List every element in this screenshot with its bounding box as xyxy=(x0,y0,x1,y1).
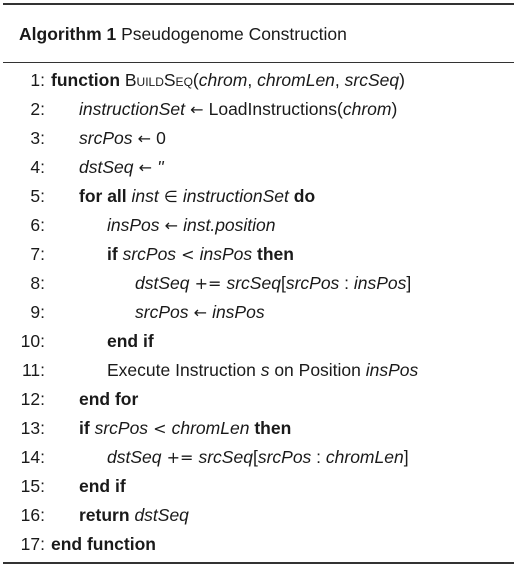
algorithm-line xyxy=(3,211,513,239)
code-token: chromLen xyxy=(257,70,335,90)
algorithm-line xyxy=(3,298,513,326)
code-token: ] xyxy=(406,273,412,293)
code-token: insPos xyxy=(353,273,407,293)
line-code xyxy=(107,327,154,355)
code-token: BuildSeq xyxy=(124,70,193,90)
code-token: then xyxy=(252,244,294,264)
code-token: chromLen xyxy=(171,418,250,438)
code-token: += xyxy=(161,448,199,467)
line-code xyxy=(79,153,164,182)
code-token: instructionSet xyxy=(182,186,289,206)
line-number: 12: xyxy=(20,389,45,409)
top-rule xyxy=(3,3,514,5)
code-token: ← xyxy=(188,303,213,322)
algorithm-line xyxy=(3,124,513,152)
line-number: 17: xyxy=(20,534,45,554)
line-code xyxy=(79,472,126,500)
code-token: insPos xyxy=(365,360,419,380)
code-token: dstSeq xyxy=(107,447,162,467)
algorithm-line xyxy=(3,443,513,471)
line-code xyxy=(79,182,315,211)
code-token: ) xyxy=(399,70,405,90)
code-token: ← xyxy=(159,216,184,235)
line-number: 13: xyxy=(20,418,45,438)
code-token: for all xyxy=(79,186,132,206)
code-token: , xyxy=(334,70,345,90)
line-number: 10: xyxy=(20,331,45,351)
code-token: chromLen xyxy=(325,447,404,467)
code-token: '' xyxy=(157,157,164,177)
code-token: dstSeq xyxy=(79,157,134,177)
code-token: LoadInstructions( xyxy=(208,99,343,119)
code-token: end for xyxy=(79,389,139,409)
code-token: insPos xyxy=(199,244,253,264)
code-token: < xyxy=(148,419,172,438)
code-token: [ xyxy=(252,447,258,467)
line-code xyxy=(79,385,138,413)
line-code xyxy=(79,124,166,153)
line-number: 5: xyxy=(30,186,45,206)
code-token: ← xyxy=(185,100,209,119)
code-token: function xyxy=(51,70,125,90)
code-token: , xyxy=(247,70,258,90)
caption-rule xyxy=(3,62,514,63)
code-token: ( xyxy=(192,70,199,90)
line-number: 7: xyxy=(30,244,45,264)
code-token: srcSeq xyxy=(226,273,281,293)
code-token: srcPos xyxy=(257,447,312,467)
code-token: dstSeq xyxy=(135,273,190,293)
code-token: srcPos xyxy=(94,418,149,438)
algorithm-line xyxy=(3,66,513,94)
code-token: ← xyxy=(133,158,158,177)
code-token: srcPos xyxy=(135,302,189,322)
line-code xyxy=(79,95,397,124)
line-number: 6: xyxy=(30,215,45,235)
line-code xyxy=(79,414,291,443)
code-token: < xyxy=(176,245,200,264)
code-token: then xyxy=(249,418,292,438)
algorithm-line xyxy=(3,240,513,268)
code-token: insPos xyxy=(107,215,160,235)
code-token: end if xyxy=(79,476,126,496)
algorithm-caption xyxy=(19,24,347,45)
code-token: instructionSet xyxy=(79,99,186,119)
algorithm-line xyxy=(3,472,513,500)
code-token: : xyxy=(339,273,354,293)
code-token: 0 xyxy=(156,128,166,148)
algorithm-line xyxy=(3,385,513,413)
algorithm-line xyxy=(3,414,513,442)
code-token: Execute Instruction xyxy=(107,360,261,380)
code-token: ← xyxy=(132,129,157,148)
code-token: inst xyxy=(131,186,159,206)
line-number: 8: xyxy=(30,273,45,293)
line-code xyxy=(51,530,156,558)
algorithm-line xyxy=(3,356,513,384)
code-token: srcPos xyxy=(79,128,133,148)
line-code xyxy=(79,501,189,529)
code-token: if xyxy=(79,418,95,438)
code-token: chrom xyxy=(198,70,248,90)
line-number: 14: xyxy=(20,447,45,467)
code-token: s xyxy=(260,360,270,380)
algorithm-line xyxy=(3,95,513,123)
code-token: ∈ xyxy=(158,187,183,206)
line-code xyxy=(107,211,276,240)
code-token: srcSeq xyxy=(344,70,400,90)
code-token: chrom xyxy=(342,99,392,119)
line-number: 9: xyxy=(30,302,45,322)
bottom-rule xyxy=(3,562,514,564)
line-code xyxy=(107,240,294,269)
code-token: ] xyxy=(403,447,409,467)
code-token: insPos xyxy=(212,302,265,322)
code-token: srcSeq xyxy=(198,447,253,467)
algorithm-title: Pseudogenome Construction xyxy=(121,24,347,44)
line-code xyxy=(107,356,418,384)
line-code xyxy=(135,298,265,327)
code-token: do xyxy=(288,186,316,206)
line-number: 16: xyxy=(20,505,45,525)
algorithm-box xyxy=(3,3,514,564)
code-token: if xyxy=(107,244,123,264)
algorithm-line xyxy=(3,501,513,529)
line-number: 11: xyxy=(21,360,45,380)
line-number: 1: xyxy=(30,70,45,90)
line-code xyxy=(51,66,405,94)
line-number: 3: xyxy=(30,128,45,148)
code-token: ) xyxy=(391,99,398,119)
code-token: srcPos xyxy=(122,244,177,264)
code-token: dstSeq xyxy=(134,505,189,525)
code-token: [ xyxy=(280,273,286,293)
code-token: on Position xyxy=(269,360,366,380)
code-token: end if xyxy=(107,331,154,351)
code-token: srcPos xyxy=(285,273,340,293)
code-token: : xyxy=(311,447,326,467)
algorithm-line xyxy=(3,327,513,355)
line-number: 2: xyxy=(30,99,45,119)
algorithm-line xyxy=(3,269,513,297)
algorithm-label: Algorithm 1 xyxy=(19,24,117,44)
code-token: return xyxy=(79,505,135,525)
algorithm-line xyxy=(3,530,513,558)
algorithm-line xyxy=(3,182,513,210)
line-code xyxy=(135,269,411,298)
line-number: 15: xyxy=(20,476,45,496)
code-token: inst.position xyxy=(183,215,276,235)
code-token: end function xyxy=(51,534,156,554)
line-number: 4: xyxy=(30,157,45,177)
line-code xyxy=(107,443,409,472)
algorithm-line xyxy=(3,153,513,181)
code-token: += xyxy=(189,274,227,293)
